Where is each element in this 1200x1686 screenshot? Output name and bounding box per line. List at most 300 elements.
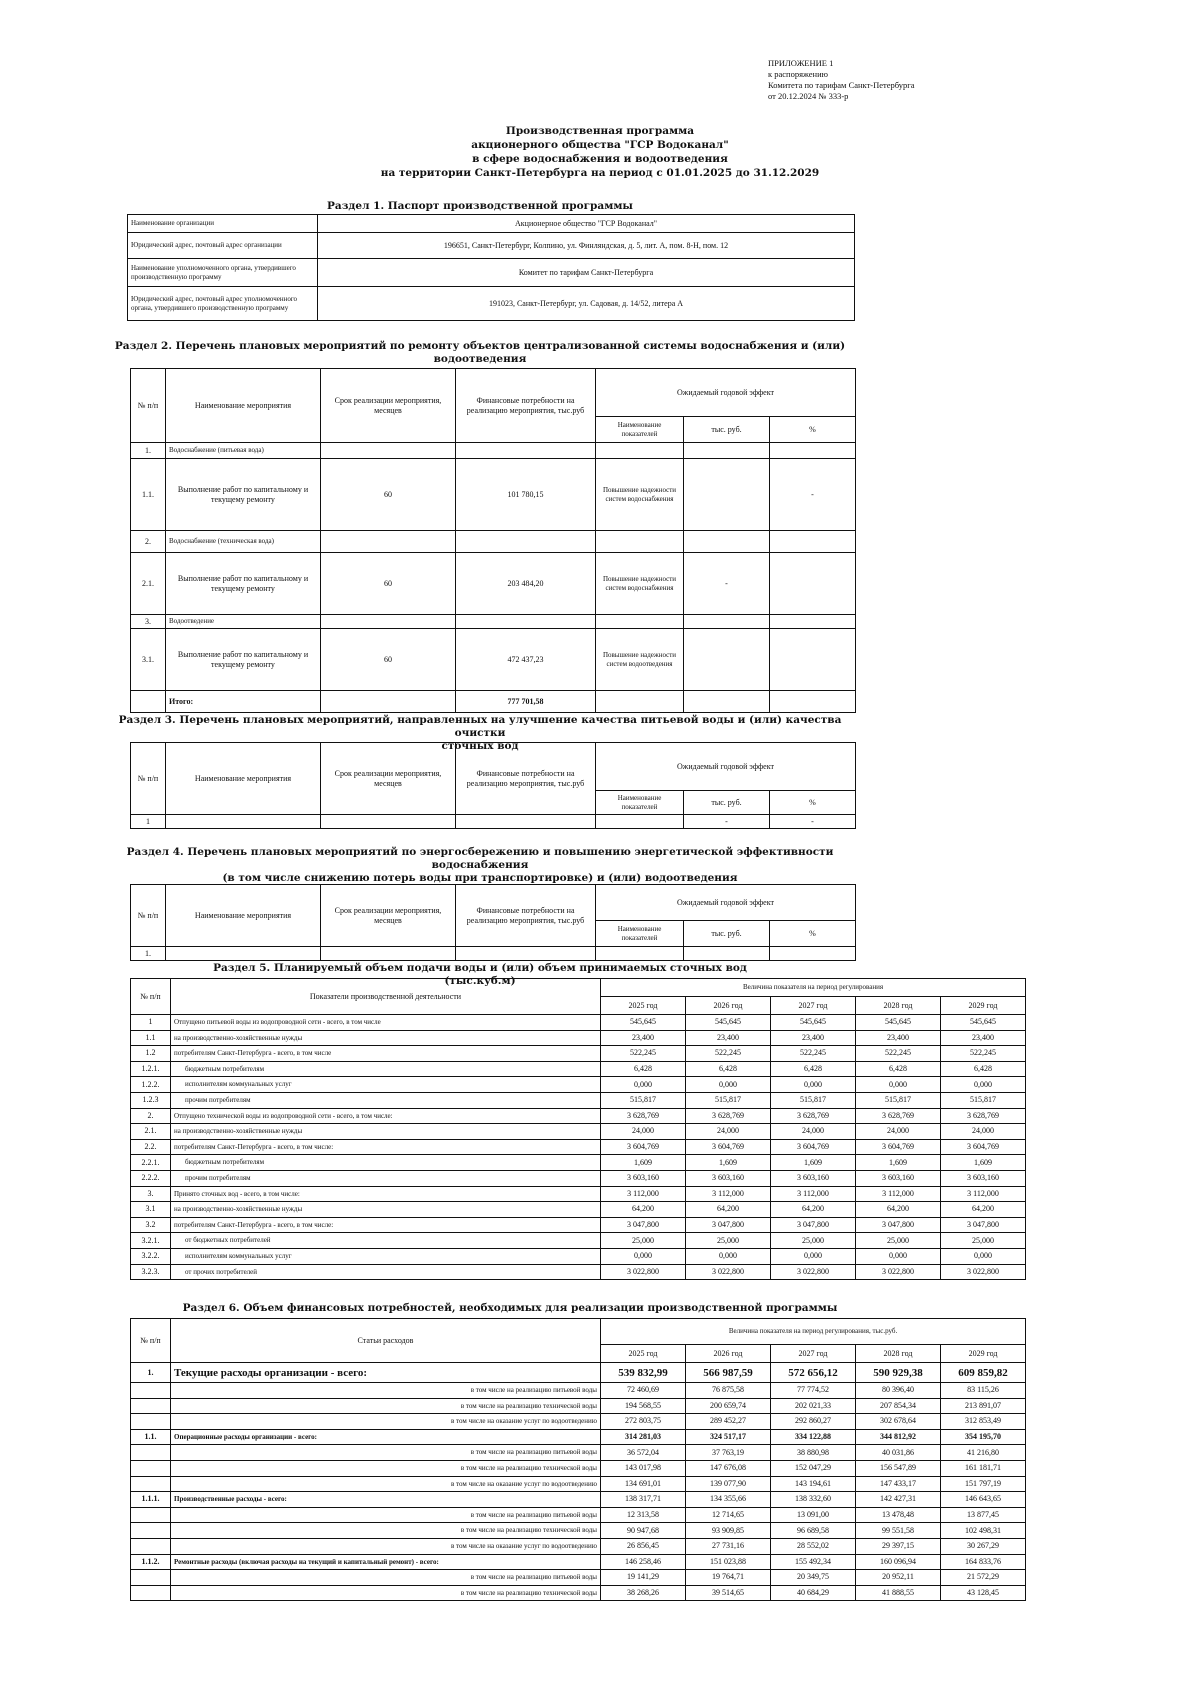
row-num: 1.1. (131, 1429, 171, 1445)
measure-row (131, 459, 856, 531)
year-value: 151 797,19 (941, 1476, 1026, 1492)
title-line: Производственная программа (505, 125, 695, 137)
year-value: 3 604,769 (941, 1139, 1026, 1155)
measure-name: Выполнение работ по капитальному и текущему ремонту (166, 629, 321, 691)
finance-row (131, 1585, 1026, 1601)
year-value: 90 947,68 (601, 1523, 686, 1539)
col-header-values: Величина показателя на период регулирования (601, 979, 1026, 997)
year-value: 41 888,55 (856, 1585, 941, 1601)
volume-row (131, 1155, 1026, 1171)
year-value: 0,000 (941, 1077, 1026, 1093)
volume-row (131, 1217, 1026, 1233)
year-value: 334 122,88 (771, 1429, 856, 1445)
year-value: 522,245 (941, 1046, 1026, 1062)
row-num: 3.2.3. (131, 1264, 171, 1280)
year-value: 3 022,800 (941, 1264, 1026, 1280)
passport-label: Наименование уполномоченного органа, утвердившего производственную программу (128, 259, 318, 287)
passport-row (128, 215, 855, 233)
year-value: 6,428 (856, 1061, 941, 1077)
measure-rub: - (684, 815, 770, 829)
year-value: 545,645 (686, 1015, 771, 1031)
year-value: 515,817 (771, 1092, 856, 1108)
year-value: 3 604,769 (856, 1139, 941, 1155)
row-num: 1.1.1. (131, 1492, 171, 1508)
passport-row (128, 287, 855, 321)
year-value: 99 551,58 (856, 1523, 941, 1539)
indicator-name: Отпущено питьевой воды из водопроводной сети - всего, в том числе (171, 1015, 601, 1031)
col-header-rub: тыс. руб. (684, 921, 770, 947)
finance-row (131, 1429, 1026, 1445)
measure-indicator: Повышение надежности систем водоотведения (596, 629, 684, 691)
year-value: 142 427,31 (856, 1492, 941, 1508)
finance-row (131, 1460, 1026, 1476)
year-value: 26 856,45 (601, 1538, 686, 1554)
finance-row (131, 1523, 1026, 1539)
section2-heading (100, 340, 860, 366)
finance-row (131, 1492, 1026, 1508)
year-value: 3 112,000 (941, 1186, 1026, 1202)
year-value: 3 112,000 (771, 1186, 856, 1202)
year-value: 138 317,71 (601, 1492, 686, 1508)
col-header-fin: Финансовые потребности на реализацию мероприятия, тыс.руб (456, 743, 596, 815)
volume-row (131, 1186, 1026, 1202)
row-num (131, 1383, 171, 1399)
year-value: 1,609 (941, 1155, 1026, 1171)
year-value: 3 112,000 (856, 1186, 941, 1202)
passport-value: Комитет по тарифам Санкт-Петербурга (318, 259, 855, 287)
year-value: 134 355,66 (686, 1492, 771, 1508)
row-num (131, 1414, 171, 1430)
volume-row (131, 1202, 1026, 1218)
col-header-effect: Ожидаемый годовой эффект (596, 743, 856, 791)
col-header-name: Наименование мероприятия (166, 369, 321, 443)
row-num (131, 1570, 171, 1586)
expense-item: Производственные расходы - всего: (171, 1492, 601, 1508)
passport-value: Акционерное общество "ГСР Водоканал" (318, 215, 855, 233)
volume-row (131, 1248, 1026, 1264)
indicator-name: от прочих потребителей (171, 1264, 601, 1280)
indicator-name: бюджетным потребителям (171, 1155, 601, 1171)
year-value: 3 112,000 (601, 1186, 686, 1202)
year-value: 29 397,15 (856, 1538, 941, 1554)
indicator-name: Принято сточных вод - всего, в том числе: (171, 1186, 601, 1202)
total-label: Итого: (166, 691, 321, 713)
year-value: 312 853,49 (941, 1414, 1026, 1430)
col-header-pct: % (770, 921, 856, 947)
year-value: 3 603,160 (686, 1170, 771, 1186)
indicator-name: прочим потребителям (171, 1170, 601, 1186)
finance-row (131, 1445, 1026, 1461)
passport-label: Наименование организации (128, 215, 318, 233)
row-num: 3. (131, 615, 166, 629)
row-num: 3.1. (131, 629, 166, 691)
volume-row (131, 1077, 1026, 1093)
year-value: 93 909,85 (686, 1523, 771, 1539)
year-header: 2029 год (941, 1345, 1026, 1363)
passport-value: 196651, Санкт-Петербург, Колпино, ул. Финляндская, д. 5, лит. А, пом. 8-Н, пом. 12 (318, 233, 855, 259)
year-value: 39 514,65 (686, 1585, 771, 1601)
year-value: 202 021,33 (771, 1398, 856, 1414)
year-value: 3 628,769 (686, 1108, 771, 1124)
year-value: 23,400 (686, 1030, 771, 1046)
expense-item: Операционные расходы организации - всего: (171, 1429, 601, 1445)
year-value: 96 689,58 (771, 1523, 856, 1539)
group-name: Водоснабжение (техническая вода) (166, 531, 321, 553)
row-num: 1 (131, 815, 166, 829)
year-value: 139 077,90 (686, 1476, 771, 1492)
year-value: 13 877,45 (941, 1507, 1026, 1523)
finance-row (131, 1507, 1026, 1523)
year-value: 72 460,69 (601, 1383, 686, 1399)
finance-row (131, 1538, 1026, 1554)
expense-item: в том числе на реализацию технической воды (171, 1460, 601, 1476)
measure-term: 60 (321, 553, 456, 615)
year-value: 3 603,160 (941, 1170, 1026, 1186)
year-value: 12 313,58 (601, 1507, 686, 1523)
year-value: 156 547,89 (856, 1460, 941, 1476)
measure-row (131, 553, 856, 615)
year-value: 164 833,76 (941, 1554, 1026, 1570)
volume-row (131, 1264, 1026, 1280)
year-value: 20 952,11 (856, 1570, 941, 1586)
finance-row (131, 1398, 1026, 1414)
year-value: 3 628,769 (941, 1108, 1026, 1124)
year-value: 515,817 (686, 1092, 771, 1108)
col-header-article: Статьи расходов (171, 1319, 601, 1363)
row-num: 2. (131, 1108, 171, 1124)
year-value: 24,000 (941, 1124, 1026, 1140)
year-value: 13 478,48 (856, 1507, 941, 1523)
col-header-ind: Наименование показателей (596, 791, 684, 815)
year-value: 64,200 (941, 1202, 1026, 1218)
year-value: 6,428 (941, 1061, 1026, 1077)
measure-pct: - (770, 459, 856, 531)
col-header-fin: Финансовые потребности на реализацию мероприятия, тыс.руб (456, 369, 596, 443)
year-value: 289 452,27 (686, 1414, 771, 1430)
year-header: 2027 год (771, 1345, 856, 1363)
expense-item: в том числе на реализацию питьевой воды (171, 1507, 601, 1523)
year-value: 0,000 (686, 1077, 771, 1093)
volume-table (130, 978, 1026, 1280)
indicator-name: исполнителям коммунальных услуг (171, 1077, 601, 1093)
year-value: 64,200 (856, 1202, 941, 1218)
year-value: 143 194,61 (771, 1476, 856, 1492)
year-value: 545,645 (601, 1015, 686, 1031)
volume-row (131, 1233, 1026, 1249)
section4-heading-line: (в том числе снижению потерь воды при транспортировке) и (или) водоотведения (222, 872, 738, 884)
year-value: 0,000 (941, 1248, 1026, 1264)
year-value: 12 714,65 (686, 1507, 771, 1523)
row-num: 1. (131, 443, 166, 459)
year-value: 64,200 (771, 1202, 856, 1218)
passport-table (127, 214, 855, 321)
year-value: 20 349,75 (771, 1570, 856, 1586)
finance-table (130, 1318, 1026, 1601)
year-value: 36 572,04 (601, 1445, 686, 1461)
year-value: 23,400 (856, 1030, 941, 1046)
row-num (131, 1398, 171, 1414)
group-row (131, 443, 856, 459)
year-value: 143 017,98 (601, 1460, 686, 1476)
year-value: 23,400 (941, 1030, 1026, 1046)
col-header-effect: Ожидаемый годовой эффект (596, 369, 856, 417)
col-header-ind: Наименование показателей (596, 921, 684, 947)
measure-row (131, 815, 856, 829)
col-header-term: Срок реализации мероприятия, месяцев (321, 743, 456, 815)
section3-heading-line: Раздел 3. Перечень плановых мероприятий, направленных на улучшение качества питьевой воды и (или) качества очистки (118, 714, 842, 739)
row-num: 2.2.1. (131, 1155, 171, 1171)
year-value: 76 875,58 (686, 1383, 771, 1399)
measure-indicator: Повышение надежности систем водоснабжения (596, 459, 684, 531)
finance-row (131, 1570, 1026, 1586)
indicator-name: потребителям Санкт-Петербурга - всего, в том числе: (171, 1139, 601, 1155)
volume-row (131, 1139, 1026, 1155)
section4-heading (100, 846, 860, 885)
indicator-name: на производственно-хозяйственные нужды (171, 1124, 601, 1140)
year-value: 590 929,38 (856, 1363, 941, 1383)
indicator-name: от бюджетных потребителей (171, 1233, 601, 1249)
title-line: акционерного общества "ГСР Водоканал" (471, 139, 729, 151)
year-value: 324 517,17 (686, 1429, 771, 1445)
col-header-term: Срок реализации мероприятия, месяцев (321, 369, 456, 443)
measure-pct (770, 629, 856, 691)
year-value: 43 128,45 (941, 1585, 1026, 1601)
year-value: 572 656,12 (771, 1363, 856, 1383)
row-num: 1.1 (131, 1030, 171, 1046)
year-header: 2025 год (601, 997, 686, 1015)
measure-pct (770, 553, 856, 615)
year-value: 64,200 (686, 1202, 771, 1218)
year-value: 545,645 (941, 1015, 1026, 1031)
year-value: 83 115,26 (941, 1383, 1026, 1399)
year-value: 6,428 (771, 1061, 856, 1077)
row-num (131, 1476, 171, 1492)
expense-item: в том числе на оказание услуг по водоотведению (171, 1476, 601, 1492)
year-value: 19 141,29 (601, 1570, 686, 1586)
finance-row (131, 1476, 1026, 1492)
year-header: 2025 год (601, 1345, 686, 1363)
passport-row (128, 233, 855, 259)
year-value: 27 731,16 (686, 1538, 771, 1554)
passport-label: Юридический адрес, почтовый адрес уполномоченного органа, утвердившего производственную программу (128, 287, 318, 321)
year-value: 3 628,769 (601, 1108, 686, 1124)
section2-heading-line: Раздел 2. Перечень плановых мероприятий по ремонту объектов централизованной системы водоснабжения и (или) (114, 340, 846, 352)
year-value: 147 676,08 (686, 1460, 771, 1476)
year-value: 13 091,00 (771, 1507, 856, 1523)
year-value: 3 022,800 (771, 1264, 856, 1280)
row-num (131, 1445, 171, 1461)
measure-rub (684, 629, 770, 691)
row-num: 1.2.2. (131, 1077, 171, 1093)
year-value: 3 022,800 (856, 1264, 941, 1280)
year-value: 522,245 (686, 1046, 771, 1062)
row-num (131, 1523, 171, 1539)
expense-item: в том числе на реализацию технической воды (171, 1398, 601, 1414)
year-value: 25,000 (601, 1233, 686, 1249)
year-value: 194 568,55 (601, 1398, 686, 1414)
year-value: 38 268,26 (601, 1585, 686, 1601)
document-title (0, 124, 1200, 180)
total-fin: 777 701,58 (456, 691, 596, 713)
year-value: 200 659,74 (686, 1398, 771, 1414)
year-header: 2028 год (856, 997, 941, 1015)
col-header-ind: Наименование показателей (596, 417, 684, 443)
col-header-num: № п/п (131, 369, 166, 443)
title-line: на территории Санкт-Петербурга на период с 01.01.2025 до 31.12.2029 (380, 167, 820, 179)
row-num: 1.2 (131, 1046, 171, 1062)
year-value: 3 047,800 (601, 1217, 686, 1233)
year-value: 19 764,71 (686, 1570, 771, 1586)
measure-name: Выполнение работ по капитальному и текущему ремонту (166, 553, 321, 615)
year-value: 3 628,769 (771, 1108, 856, 1124)
finance-row (131, 1554, 1026, 1570)
appendix-line: ПРИЛОЖЕНИЕ 1 (768, 58, 834, 68)
year-value: 6,428 (686, 1061, 771, 1077)
col-header-indicator: Показатели производственной деятельности (171, 979, 601, 1015)
year-value: 314 281,03 (601, 1429, 686, 1445)
passport-row (128, 259, 855, 287)
appendix-line: к распоряжению (768, 69, 828, 79)
year-value: 3 112,000 (686, 1186, 771, 1202)
group-name: Водоснабжение (питьевая вода) (166, 443, 321, 459)
indicator-name: Отпущено технической воды из водопроводной сети - всего, в том числе: (171, 1108, 601, 1124)
row-num: 2.2. (131, 1139, 171, 1155)
finance-row (131, 1414, 1026, 1430)
col-header-num: № п/п (131, 979, 171, 1015)
year-value: 152 047,29 (771, 1460, 856, 1476)
section3-heading-line: сточных вод (441, 740, 519, 752)
col-header-values: Величина показателя на период регулирования, тыс.руб. (601, 1319, 1026, 1345)
passport-value: 191023, Санкт-Петербург, ул. Садовая, д. 14/52, литера А (318, 287, 855, 321)
year-value: 3 604,769 (686, 1139, 771, 1155)
year-value: 545,645 (771, 1015, 856, 1031)
year-value: 161 181,71 (941, 1460, 1026, 1476)
year-value: 138 332,60 (771, 1492, 856, 1508)
year-header: 2029 год (941, 997, 1026, 1015)
measure-term: 60 (321, 459, 456, 531)
year-value: 3 047,800 (686, 1217, 771, 1233)
year-value: 24,000 (856, 1124, 941, 1140)
year-value: 0,000 (686, 1248, 771, 1264)
expense-item: в том числе на реализацию технической воды (171, 1523, 601, 1539)
row-num: 3.2.1. (131, 1233, 171, 1249)
indicator-name: исполнителям коммунальных услуг (171, 1248, 601, 1264)
year-value: 1,609 (771, 1155, 856, 1171)
row-num (131, 1460, 171, 1476)
year-value: 3 047,800 (856, 1217, 941, 1233)
measure-pct: - (770, 815, 856, 829)
year-value: 25,000 (856, 1233, 941, 1249)
volume-row (131, 1046, 1026, 1062)
year-value: 0,000 (771, 1077, 856, 1093)
year-value: 155 492,34 (771, 1554, 856, 1570)
year-value: 0,000 (601, 1248, 686, 1264)
year-value: 3 022,800 (686, 1264, 771, 1280)
year-value: 21 572,29 (941, 1570, 1026, 1586)
total-row (131, 691, 856, 713)
year-value: 3 047,800 (771, 1217, 856, 1233)
expense-item: в том числе на реализацию питьевой воды (171, 1445, 601, 1461)
col-header-num: № п/п (131, 1319, 171, 1363)
year-value: 609 859,82 (941, 1363, 1026, 1383)
year-header: 2026 год (686, 1345, 771, 1363)
volume-row (131, 1092, 1026, 1108)
expense-item: в том числе на реализацию питьевой воды (171, 1570, 601, 1586)
year-value: 77 774,52 (771, 1383, 856, 1399)
measure-name: Выполнение работ по капитальному и текущему ремонту (166, 459, 321, 531)
row-num: 2.2.2. (131, 1170, 171, 1186)
year-value: 272 803,75 (601, 1414, 686, 1430)
measure-fin: 472 437,23 (456, 629, 596, 691)
volume-row (131, 1124, 1026, 1140)
year-value: 344 812,92 (856, 1429, 941, 1445)
year-value: 515,817 (601, 1092, 686, 1108)
row-num: 1.1.2. (131, 1554, 171, 1570)
year-value: 38 880,98 (771, 1445, 856, 1461)
row-num: 1.1. (131, 459, 166, 531)
year-value: 515,817 (856, 1092, 941, 1108)
section6-heading: Раздел 6. Объем финансовых потребностей, необходимых для реализации производственной программы (182, 1302, 838, 1314)
year-value: 40 684,29 (771, 1585, 856, 1601)
appendix-line: от 20.12.2024 № 333-р (768, 91, 849, 101)
col-header-term: Срок реализации мероприятия, месяцев (321, 885, 456, 947)
row-num: 2.1. (131, 553, 166, 615)
volume-row (131, 1108, 1026, 1124)
row-num: 3.1 (131, 1202, 171, 1218)
volume-row (131, 1030, 1026, 1046)
year-value: 80 396,40 (856, 1383, 941, 1399)
appendix-block (768, 58, 915, 102)
year-value: 302 678,64 (856, 1414, 941, 1430)
section5-heading: Раздел 5. Планируемый объем подачи воды и (или) объем принимаемых сточных вод (тыс.куб.м) (213, 962, 747, 987)
row-num: 1.2.1. (131, 1061, 171, 1077)
row-num: 1 (131, 1015, 171, 1031)
row-num: 1.2.3 (131, 1092, 171, 1108)
indicator-name: потребителям Санкт-Петербурга - всего, в том числе (171, 1046, 601, 1062)
year-value: 539 832,99 (601, 1363, 686, 1383)
expense-item: Текущие расходы организации - всего: (171, 1363, 601, 1383)
year-value: 30 267,29 (941, 1538, 1026, 1554)
col-header-num: № п/п (131, 885, 166, 947)
col-header-effect: Ожидаемый годовой эффект (596, 885, 856, 921)
year-value: 522,245 (771, 1046, 856, 1062)
year-value: 151 023,88 (686, 1554, 771, 1570)
year-value: 28 552,02 (771, 1538, 856, 1554)
quality-table (130, 742, 856, 829)
year-value: 24,000 (771, 1124, 856, 1140)
year-value: 3 603,160 (856, 1170, 941, 1186)
measure-indicator: Повышение надежности систем водоснабжения (596, 553, 684, 615)
year-value: 24,000 (601, 1124, 686, 1140)
row-num (131, 1507, 171, 1523)
year-value: 3 022,800 (601, 1264, 686, 1280)
row-num: 2. (131, 531, 166, 553)
year-value: 1,609 (856, 1155, 941, 1171)
section2-heading-line: водоотведения (433, 353, 527, 365)
expense-item: в том числе на реализацию технической воды (171, 1585, 601, 1601)
year-value: 3 047,800 (941, 1217, 1026, 1233)
year-value: 41 216,80 (941, 1445, 1026, 1461)
year-value: 0,000 (856, 1248, 941, 1264)
row-num: 1. (131, 1363, 171, 1383)
indicator-name: прочим потребителям (171, 1092, 601, 1108)
col-header-rub: тыс. руб. (684, 417, 770, 443)
expense-item: в том числе на оказание услуг по водоотведению (171, 1414, 601, 1430)
year-value: 147 433,17 (856, 1476, 941, 1492)
row-num: 3. (131, 1186, 171, 1202)
expense-item: Ремонтные расходы (включая расходы на текущий и капитальный ремонт) - всего: (171, 1554, 601, 1570)
row-num: 3.2 (131, 1217, 171, 1233)
